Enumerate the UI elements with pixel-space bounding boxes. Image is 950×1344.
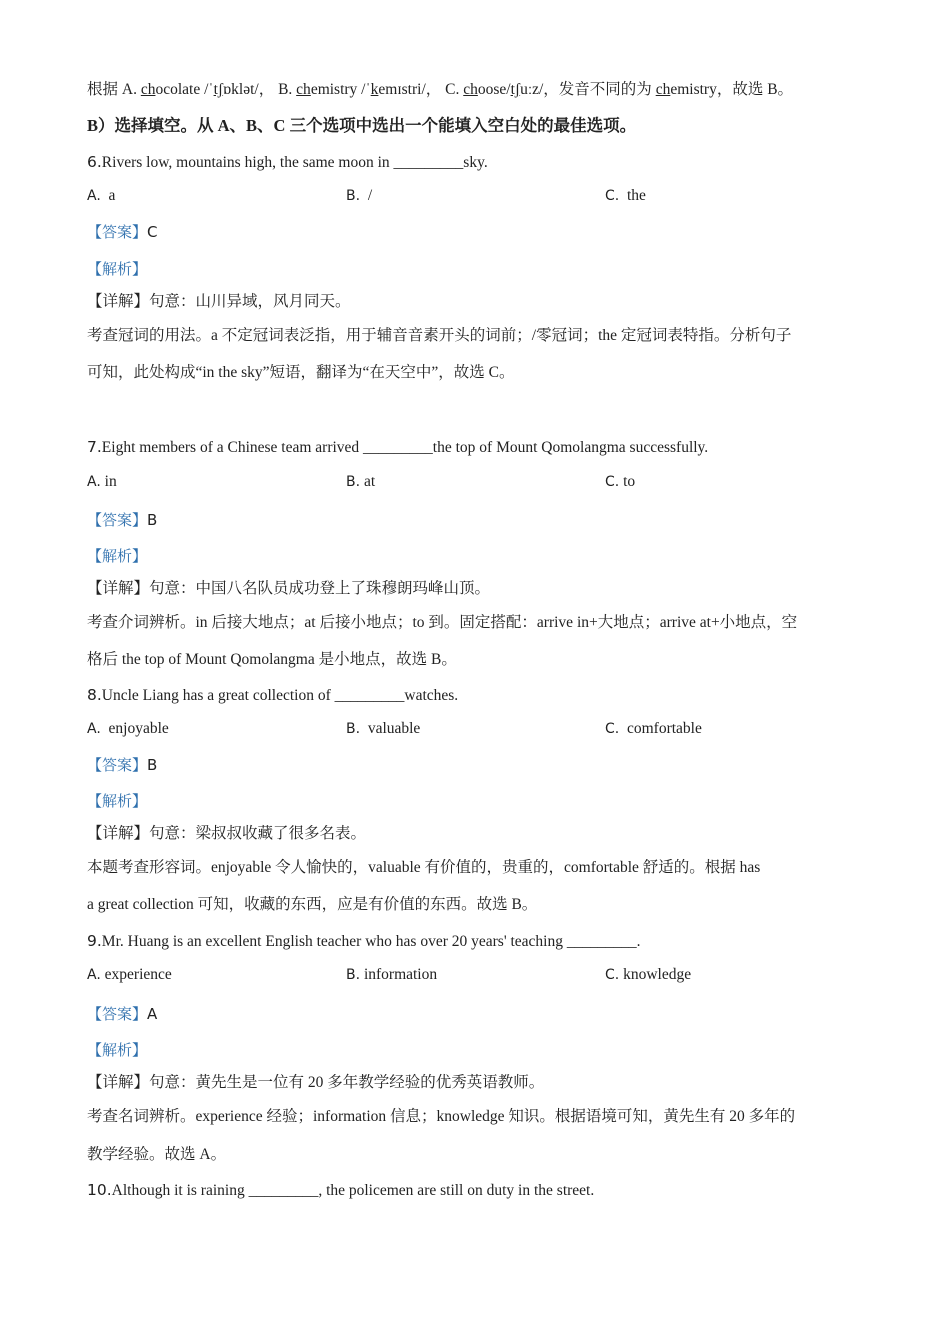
option-text: in bbox=[104, 473, 117, 490]
explanation-line: a great collection 可知，收藏的东西，应是有价值的东西。故选 B。 bbox=[87, 896, 538, 913]
answer-line bbox=[87, 509, 860, 531]
option-text: at bbox=[363, 473, 376, 490]
question-text: Eight members of a Chinese team arrived _________the top of Mount Qomolangma successfully. bbox=[101, 439, 709, 456]
explanation-line: 教学经验。故选 A。 bbox=[87, 1146, 227, 1163]
detail-line: 【详解】句意：梁叔叔收藏了很多名表。 bbox=[87, 825, 367, 842]
phonetic-underline: ch bbox=[463, 81, 478, 98]
option-letter: B. bbox=[346, 188, 361, 204]
question-text: Mr. Huang is an excellent English teacher who has over 20 years' teaching _________. bbox=[101, 933, 641, 950]
answer-label: 【答案】 bbox=[87, 223, 148, 241]
answer-value: A bbox=[147, 1005, 158, 1023]
answer-label: 【答案】 bbox=[87, 1005, 148, 1023]
phonetic-underline: ch bbox=[140, 81, 156, 98]
option-letter: C. bbox=[605, 721, 620, 737]
detail-line: 【详解】句意：中国八名队员成功登上了珠穆朗玛峰山顶。 bbox=[87, 580, 491, 597]
question-stem bbox=[87, 1179, 860, 1202]
explanation-line: 可知，此处构成“in the sky”短语，翻译为“在天空中”，故选 C。 bbox=[87, 364, 515, 381]
option-a bbox=[87, 966, 172, 984]
option-letter: A. bbox=[87, 188, 101, 204]
phonetic-text: ocolate /ˈ bbox=[155, 81, 214, 98]
option-text: experience bbox=[104, 966, 172, 983]
answer-label: 【答案】 bbox=[87, 511, 148, 529]
phonetic-underline: ch bbox=[655, 81, 671, 98]
option-b bbox=[346, 473, 375, 491]
option-b bbox=[346, 187, 372, 205]
question-number: 9. bbox=[87, 932, 102, 950]
question-stem bbox=[87, 436, 860, 459]
explanation-line: 考查名词辨析。experience 经验；information 信息；knowledge 知识。根据语境可知，黄先生有 20 多年的 bbox=[87, 1108, 796, 1125]
option-letter: A. bbox=[87, 967, 101, 983]
option-c bbox=[605, 473, 635, 491]
question-number: 8. bbox=[87, 686, 102, 704]
option-c bbox=[605, 966, 691, 984]
option-letter: B. bbox=[346, 721, 361, 737]
question-number: 7. bbox=[87, 438, 102, 456]
option-a bbox=[87, 187, 115, 205]
answer-line bbox=[87, 221, 860, 243]
answer-value: C bbox=[147, 223, 158, 241]
answer-value: B bbox=[147, 511, 158, 529]
phonetic-underline: tʃ bbox=[510, 81, 521, 98]
option-text: knowledge bbox=[623, 966, 692, 983]
question-text: Uncle Liang has a great collection of _________watches. bbox=[101, 687, 459, 704]
option-letter: B. bbox=[346, 967, 361, 983]
question-stem bbox=[87, 684, 860, 707]
option-a bbox=[87, 473, 117, 491]
option-letter: A. bbox=[87, 721, 101, 737]
question-stem bbox=[87, 151, 860, 174]
phonetic-text: emistry，故选 B。 bbox=[670, 81, 794, 98]
question-number: 6. bbox=[87, 153, 102, 171]
phonetic-underline: tʃ bbox=[213, 81, 224, 98]
option-c bbox=[605, 720, 702, 738]
option-b bbox=[346, 966, 437, 984]
option-text: to bbox=[623, 473, 636, 490]
option-letter: C. bbox=[605, 188, 620, 204]
explanation-line: 考查冠词的用法。a 不定冠词表泛指，用于辅音音素开头的词前；/零冠词；the 定冠词表特指。分析句子 bbox=[87, 327, 792, 344]
phonetic-text: uːz/，发音不同的为 bbox=[520, 81, 656, 98]
option-text: the bbox=[626, 187, 646, 204]
option-letter: A. bbox=[87, 474, 101, 490]
answer-label: 【答案】 bbox=[87, 756, 148, 774]
phonetic-text: emistry /ˈ bbox=[310, 81, 371, 98]
phonetic-text: emɪstri/， C. bbox=[378, 81, 464, 98]
option-text: a bbox=[108, 187, 116, 204]
option-b bbox=[346, 720, 420, 738]
option-text: / bbox=[367, 187, 373, 204]
detail-line: 【详解】句意：黄先生是一位有 20 多年教学经验的优秀英语教师。 bbox=[87, 1074, 545, 1091]
analysis-label: 【解析】 bbox=[87, 260, 148, 278]
option-c bbox=[605, 187, 646, 205]
option-text: enjoyable bbox=[108, 720, 169, 737]
intro-line bbox=[87, 79, 860, 101]
phonetic-text: oose/ bbox=[477, 81, 511, 98]
question-number: 10. bbox=[87, 1181, 112, 1199]
question-stem bbox=[87, 930, 860, 953]
explanation-line: 考查介词辨析。in 后接大地点；at 后接小地点；to 到。固定搭配：arrive in+大地点；arrive at+小地点，空 bbox=[87, 614, 798, 631]
analysis-label: 【解析】 bbox=[87, 792, 148, 810]
answer-value: B bbox=[147, 756, 158, 774]
question-text: Rivers low, mountains high, the same moon in _________sky. bbox=[101, 154, 488, 171]
answer-line bbox=[87, 754, 860, 776]
option-a bbox=[87, 720, 169, 738]
explanation-line: 格后 the top of Mount Qomolangma 是小地点，故选 B。 bbox=[87, 651, 457, 668]
analysis-label: 【解析】 bbox=[87, 547, 148, 565]
analysis-label: 【解析】 bbox=[87, 1041, 148, 1059]
question-text: Although it is raining _________, the policemen are still on duty in the street. bbox=[111, 1182, 595, 1199]
explanation-line: 本题考查形容词。enjoyable 令人愉快的，valuable 有价值的，贵重的，comfortable 舒适的。根据 has bbox=[87, 859, 761, 876]
option-letter: B. bbox=[346, 474, 361, 490]
section-title: B）选择填空。从 A、B、C 三个选项中选出一个能填入空白处的最佳选项。 bbox=[87, 116, 637, 135]
detail-line: 【详解】句意：山川异域，风月同天。 bbox=[87, 293, 351, 310]
intro-prefix: 根据 A. bbox=[87, 81, 141, 98]
phonetic-text: ɒklət/， B. bbox=[223, 81, 297, 98]
option-text: valuable bbox=[367, 720, 421, 737]
option-letter: C. bbox=[605, 967, 620, 983]
answer-line bbox=[87, 1003, 860, 1025]
phonetic-underline: k bbox=[370, 81, 379, 98]
phonetic-underline: ch bbox=[296, 81, 311, 98]
option-text: comfortable bbox=[626, 720, 702, 737]
option-text: information bbox=[363, 966, 438, 983]
option-letter: C. bbox=[605, 474, 620, 490]
